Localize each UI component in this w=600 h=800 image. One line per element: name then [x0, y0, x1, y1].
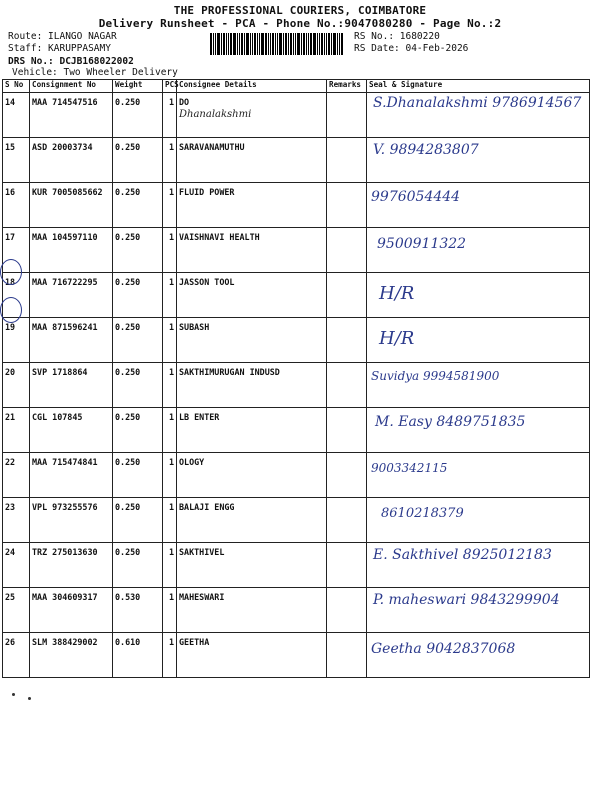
weight-cell: 0.250 — [113, 183, 163, 228]
runsheet-table — [2, 79, 590, 678]
consignee-cell: SARAVANAMUTHU — [177, 138, 327, 183]
table-row — [3, 138, 590, 183]
weight-cell: 0.250 — [113, 318, 163, 363]
consignee-cell: OLOGY — [177, 453, 327, 498]
weight-cell: 0.250 — [113, 498, 163, 543]
weight-cell: 0.250 — [113, 363, 163, 408]
signature: Suvidya 9994581900 — [371, 369, 500, 383]
signature: H/R — [379, 283, 415, 304]
consignment-cell: MAA 304609317 — [30, 588, 113, 633]
remarks-cell — [327, 543, 367, 588]
signature: V. 9894283807 — [373, 142, 479, 158]
vehicle-label: Vehicle: Two Wheeler Delivery — [12, 67, 178, 78]
table-row — [3, 228, 590, 273]
pcs-cell: 1 — [163, 228, 177, 273]
pcs-cell: 1 — [163, 588, 177, 633]
barcode — [210, 33, 350, 55]
stray-dot — [12, 693, 15, 696]
col-sno: S No — [3, 80, 30, 93]
remarks-cell — [327, 633, 367, 678]
remarks-cell — [327, 318, 367, 363]
consignment-cell: SLM 388429002 — [30, 633, 113, 678]
weight-cell: 0.250 — [113, 273, 163, 318]
consignment-cell: MAA 715474841 — [30, 453, 113, 498]
seal-cell — [367, 453, 590, 498]
pcs-cell: 1 — [163, 273, 177, 318]
seal-cell — [367, 633, 590, 678]
table-row — [3, 363, 590, 408]
consignee-cell: VAISHNAVI HEALTH — [177, 228, 327, 273]
pcs-cell: 1 — [163, 408, 177, 453]
company-title: THE PROFESSIONAL COURIERS, COIMBATORE — [173, 4, 427, 17]
sno-cell: 25 — [3, 588, 30, 633]
route-label: Route: ILANGO NAGAR — [8, 31, 117, 42]
seal-cell — [367, 93, 590, 138]
rs-number: RS No.: 1680220 — [354, 31, 440, 42]
weight-cell: 0.250 — [113, 138, 163, 183]
consignment-cell: SVP 1718864 — [30, 363, 113, 408]
consignment-cell: TRZ 275013630 — [30, 543, 113, 588]
consignee-cell: SUBASH — [177, 318, 327, 363]
weight-cell: 0.250 — [113, 228, 163, 273]
seal-cell — [367, 318, 590, 363]
remarks-cell — [327, 183, 367, 228]
sno-cell: 26 — [3, 633, 30, 678]
pcs-cell: 1 — [163, 498, 177, 543]
circle-mark-row-19 — [0, 297, 22, 323]
consignment-cell: VPL 973255576 — [30, 498, 113, 543]
remarks-cell — [327, 138, 367, 183]
weight-cell: 0.250 — [113, 408, 163, 453]
weight-cell: 0.250 — [113, 543, 163, 588]
sno-cell: 21 — [3, 408, 30, 453]
pcs-cell: 1 — [163, 543, 177, 588]
sno-cell: 20 — [3, 363, 30, 408]
signature: S.Dhanalakshmi 9786914567 — [373, 95, 582, 111]
weight-cell: 0.530 — [113, 588, 163, 633]
signature: H/R — [379, 328, 415, 349]
col-pcs: PCS — [163, 80, 177, 93]
consignee-cell: SAKTHIVEL — [177, 543, 327, 588]
consignee-cell: LB ENTER — [177, 408, 327, 453]
sno-cell: 23 — [3, 498, 30, 543]
seal-cell — [367, 228, 590, 273]
col-seal: Seal & Signature — [367, 80, 590, 93]
consignment-cell: ASD 20003734 — [30, 138, 113, 183]
signature: Geetha 9042837068 — [371, 641, 516, 657]
consignment-cell: MAA 716722295 — [30, 273, 113, 318]
col-weight: Weight — [113, 80, 163, 93]
signature: E. Sakthivel 8925012183 — [373, 547, 552, 563]
remarks-cell — [327, 273, 367, 318]
remarks-cell — [327, 408, 367, 453]
consignee-cell: SAKTHIMURUGAN INDUSD — [177, 363, 327, 408]
consignee-cell: MAHESWARI — [177, 588, 327, 633]
pcs-cell: 1 — [163, 183, 177, 228]
sno-cell: 17 — [3, 228, 30, 273]
consignee-name: DO — [179, 97, 190, 107]
consignment-cell: MAA 104597110 — [30, 228, 113, 273]
pcs-cell: 1 — [163, 453, 177, 498]
seal-cell — [367, 498, 590, 543]
remarks-cell — [327, 93, 367, 138]
table-row — [3, 543, 590, 588]
seal-cell — [367, 273, 590, 318]
sno-cell: 16 — [3, 183, 30, 228]
weight-cell: 0.610 — [113, 633, 163, 678]
remarks-cell — [327, 363, 367, 408]
table-row — [3, 318, 590, 363]
weight-cell: 0.250 — [113, 93, 163, 138]
consignment-cell: MAA 714547516 — [30, 93, 113, 138]
remarks-cell — [327, 588, 367, 633]
consignee-cell: FLUID POWER — [177, 183, 327, 228]
table-row — [3, 498, 590, 543]
remarks-cell — [327, 498, 367, 543]
table-row — [3, 93, 590, 138]
seal-cell — [367, 408, 590, 453]
handwritten-name: Dhanalakshmi — [179, 109, 252, 120]
remarks-cell — [327, 453, 367, 498]
runsheet-subtitle: Delivery Runsheet - PCA - Phone No.:9047080280 - Page No.:2 — [98, 17, 502, 30]
consignment-cell: KUR 7005085662 — [30, 183, 113, 228]
seal-cell — [367, 543, 590, 588]
rs-date: RS Date: 04-Feb-2026 — [354, 43, 469, 54]
remarks-cell — [327, 228, 367, 273]
weight-cell: 0.250 — [113, 453, 163, 498]
table-row — [3, 453, 590, 498]
sno-cell: 19 — [3, 318, 30, 363]
pcs-cell: 1 — [163, 93, 177, 138]
signature: 9976054444 — [371, 189, 461, 205]
consignee-cell — [177, 93, 327, 138]
pcs-cell: 1 — [163, 138, 177, 183]
col-consignee: Consignee Details — [177, 80, 327, 93]
sno-cell: 24 — [3, 543, 30, 588]
sno-cell: 18 — [3, 273, 30, 318]
signature: 9003342115 — [371, 461, 448, 475]
signature: 8610218379 — [381, 506, 464, 521]
seal-cell — [367, 588, 590, 633]
table-row — [3, 273, 590, 318]
consignee-cell: JASSON TOOL — [177, 273, 327, 318]
consignment-cell: CGL 107845 — [30, 408, 113, 453]
seal-cell — [367, 138, 590, 183]
consignee-cell: BALAJI ENGG — [177, 498, 327, 543]
table-row — [3, 408, 590, 453]
pcs-cell: 1 — [163, 363, 177, 408]
circle-mark-row-18 — [0, 259, 22, 285]
table-header-row — [3, 80, 590, 93]
signature: 9500911322 — [377, 236, 467, 252]
staff-label: Staff: KARUPPASAMY — [8, 43, 111, 54]
sno-cell: 15 — [3, 138, 30, 183]
stray-dot — [28, 697, 31, 700]
seal-cell — [367, 363, 590, 408]
signature: P. maheswari 9843299904 — [373, 592, 560, 608]
signature: M. Easy 8489751835 — [375, 414, 526, 430]
consignment-cell: MAA 871596241 — [30, 318, 113, 363]
pcs-cell: 1 — [163, 633, 177, 678]
col-consignment: Consignment No — [30, 80, 113, 93]
table-row — [3, 183, 590, 228]
sno-cell: 14 — [3, 93, 30, 138]
drs-number: DRS No.: DCJB168022002 — [8, 56, 134, 67]
sno-cell: 22 — [3, 453, 30, 498]
pcs-cell: 1 — [163, 318, 177, 363]
table-row — [3, 588, 590, 633]
consignee-cell: GEETHA — [177, 633, 327, 678]
seal-cell — [367, 183, 590, 228]
table-row — [3, 633, 590, 678]
col-remarks: Remarks — [327, 80, 367, 93]
